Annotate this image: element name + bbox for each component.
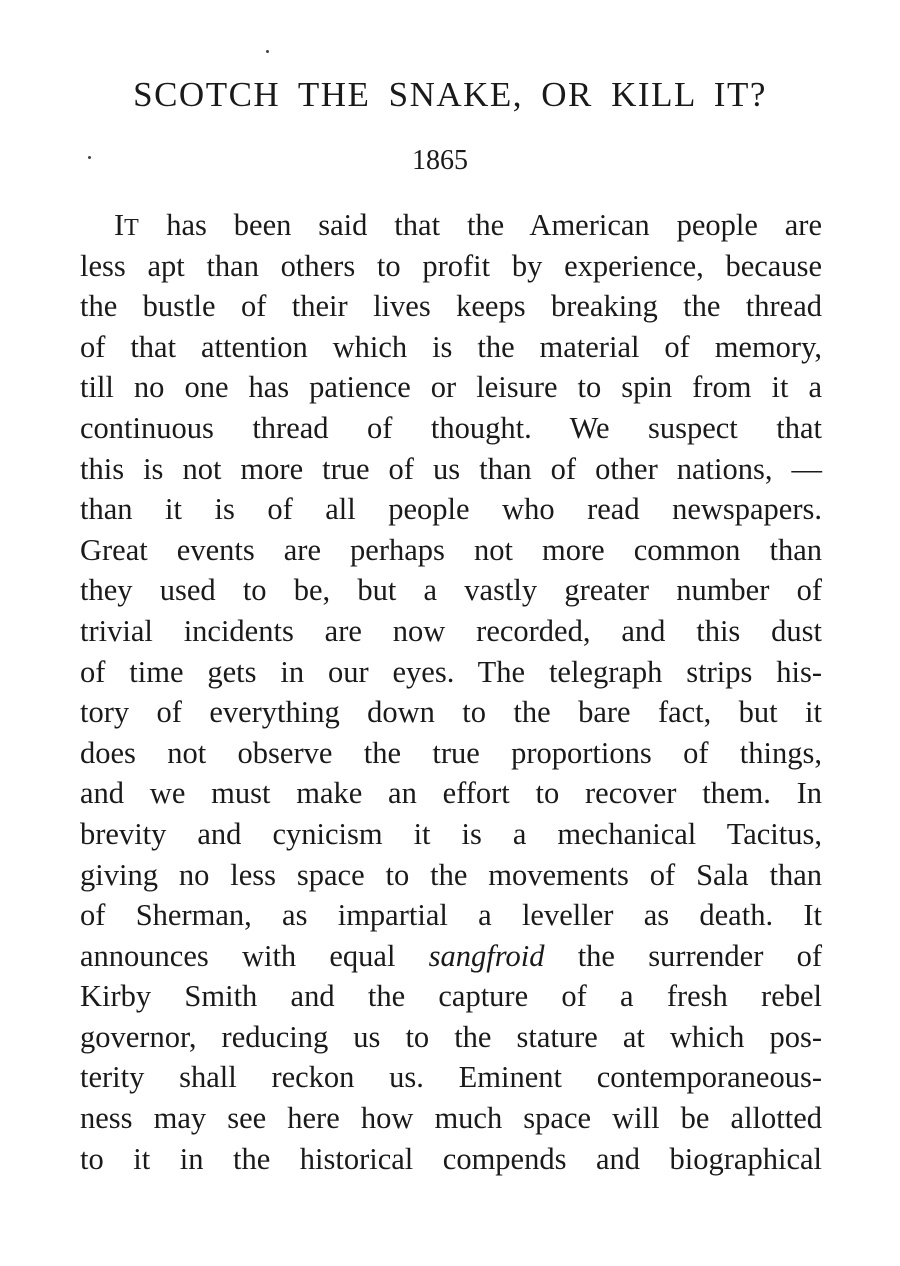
text-line: till no one has patience or leisure to spin from it a: [80, 370, 822, 405]
text-line: of time gets in our eyes. The telegraph strips his-: [80, 654, 822, 689]
text-line: Kirby Smith and the capture of a fresh rebel: [80, 979, 822, 1014]
initial-letter: I: [114, 208, 125, 242]
print-speck: [266, 50, 269, 53]
essay-year: 1865: [412, 145, 468, 176]
text-line: [80, 936, 822, 977]
text-line: to it in the historical compends and biographical: [80, 1141, 822, 1176]
text-line: continuous thread of thought. We suspect that: [80, 410, 822, 445]
text-line: [80, 205, 822, 246]
text-line: less apt than others to profit by experience, because: [80, 248, 822, 283]
text-line: trivial incidents are now recorded, and this dust: [80, 613, 822, 648]
line-text: announces with equal: [80, 938, 429, 973]
text-line: ness may see here how much space will be allotted: [80, 1101, 822, 1136]
text-line: giving no less space to the movements of Sala than: [80, 857, 822, 892]
small-caps-letter: T: [124, 215, 140, 241]
text-line: of that attention which is the material of memory,: [80, 329, 822, 364]
essay-title: SCOTCH THE SNAKE, OR KILL IT?: [133, 75, 767, 114]
text-line: than it is of all people who read newspapers.: [80, 492, 822, 527]
text-line: terity shall reckon us. Eminent contemporaneous-: [80, 1060, 822, 1095]
text-line: does not observe the true proportions of things,: [80, 735, 822, 770]
text-line: governor, reducing us to the stature at which pos-: [80, 1019, 822, 1054]
text-line: brevity and cynicism it is a mechanical Tacitus,: [80, 816, 822, 851]
text-line: Great events are perhaps not more common than: [80, 532, 822, 567]
text-line: this is not more true of us than of other nations, —: [80, 451, 822, 486]
text-line: they used to be, but a vastly greater number of: [80, 573, 822, 608]
line-text: has been said that the American people are: [139, 208, 822, 242]
line-text: the surrender of: [544, 938, 822, 973]
text-line: the bustle of their lives keeps breaking the thread: [80, 289, 822, 324]
text-line: and we must make an effort to recover them. In: [80, 776, 822, 811]
italic-term: sangfroid: [428, 938, 545, 973]
text-line: of Sherman, as impartial a leveller as death. It: [80, 898, 822, 933]
text-line: tory of everything down to the bare fact, but it: [80, 695, 822, 730]
essay-body: [80, 205, 822, 1179]
